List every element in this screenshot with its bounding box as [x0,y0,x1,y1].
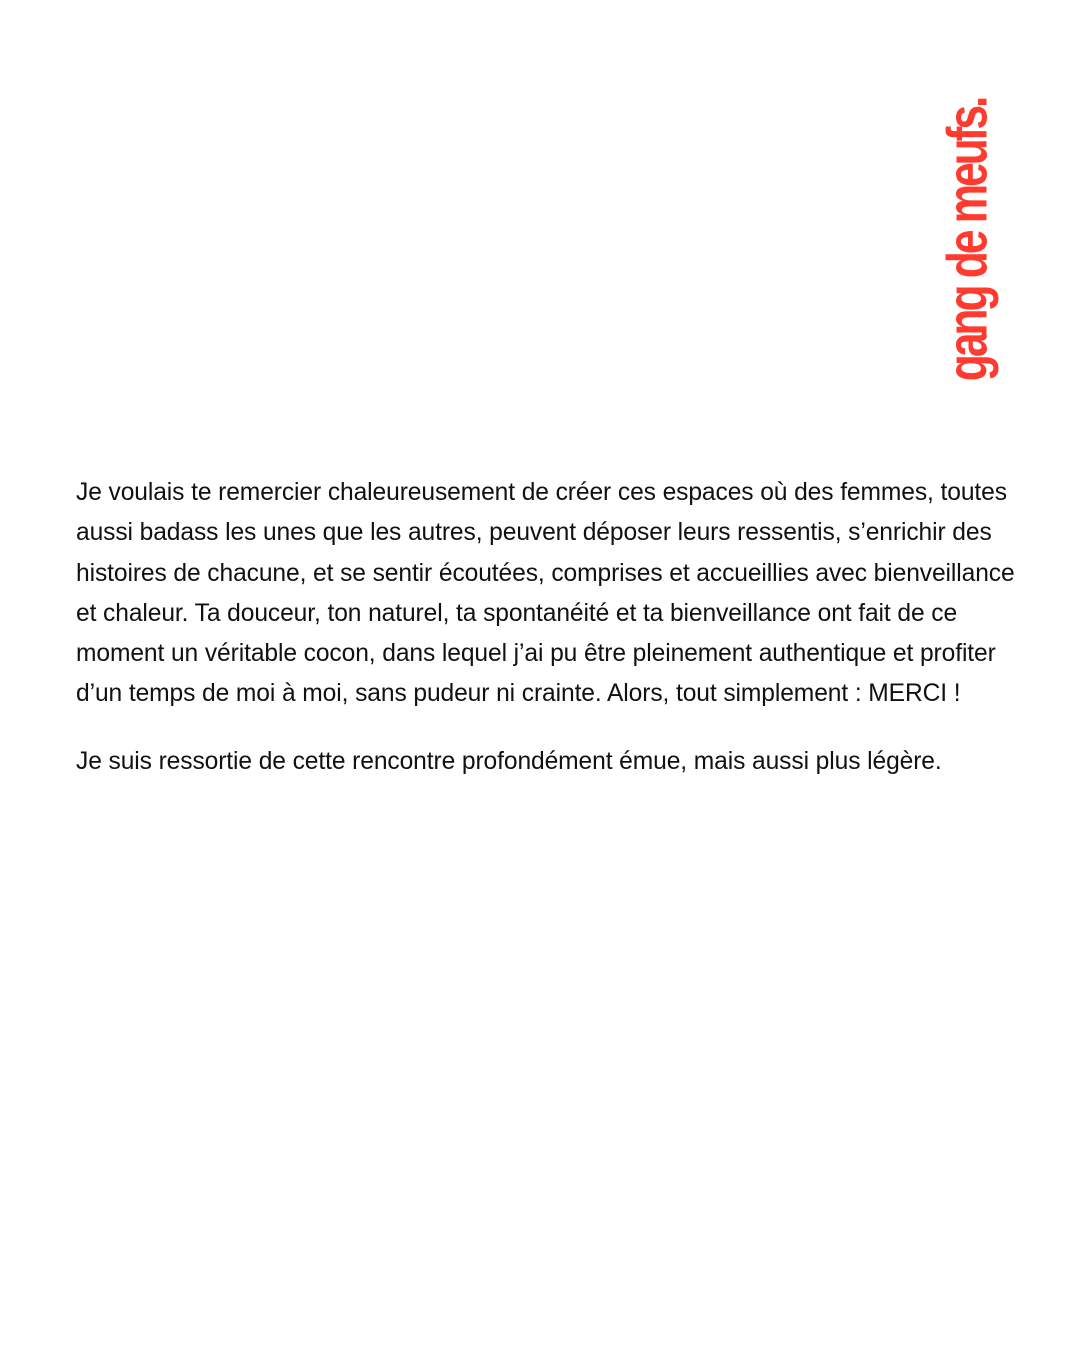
testimonial-paragraph-2: Je suis ressortie de cette rencontre profondément émue, mais aussi plus légère. [76,747,942,775]
testimonial-paragraph-1: Je voulais te remercier chaleureusement de créer ces espaces où des femmes, toutes aussi badass les unes que les autres, peuvent déposer leurs ressentis, s’enrichir des histoires de chacune, et se sentir écoutées, comprises et accueillies avec bienveillance et chaleur. Ta douceur, ton naturel, ta spontanéité et ta bienveillance ont fait de ce moment un véritable cocon, dans lequel j’ai pu être pleinement authentique et profiter d’un temps de moi à moi, sans pudeur ni crainte. Alors, tout simplement : MERCI ! [76,479,1015,708]
brand-logo-container [932,60,1004,420]
testimonial-body [76,473,1016,809]
brand-logo [935,60,1000,420]
brand-logo-text: gang de meufs. [935,98,1000,382]
